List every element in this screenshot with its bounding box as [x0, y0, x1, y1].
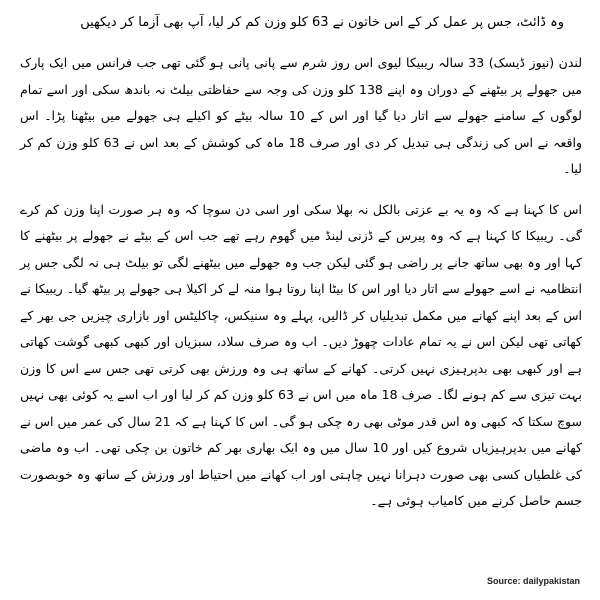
article: [20, 12, 582, 529]
article-paragraph-2: اس کا کہنا ہے کہ وہ یہ بے عزتی بالکل نہ بھلا سکی اور اسی دن سوچا کہ وہ ہر صورت اپنا وزن کم کرے گی۔ ریبیکا کا کہنا ہے کہ وہ پیرس کے ڈزنی لینڈ میں گھوم رہے تھے جب اس کے بیٹے نے جھولے پر بیٹھنے کا کہا اور وہ بھی ساتھ جانے پر راضی ہو گئی لیکن جب وہ جھولے میں بیٹھنے لگی تو بیلٹ ہی نہ لگی جس پر انتظامیہ نے اسے جھولے سے اتار دیا اور اس کا بیٹا اپنا روتا ہوا منہ لے کر اکیلا ہی جھولے پر بیٹھ گیا۔ ریبیکا نے اس کے بعد اپنے کھانے میں مکمل تبدیلیاں کر ڈالیں، پہلے وہ سنیکس، چاکلیٹس اور بازاری چیزیں جی بھر کے کھاتی تھی لیکن اس نے یہ تمام عادات چھوڑ دیں۔ اب وہ صرف سلاد، سبزیاں اور کبھی کبھی گوشت کھاتی ہے اور کبھی بھی بدپرہیزی نہیں کرتی۔ کھانے کے ساتھ ہی وہ ورزش بھی کرتی تھی جس سے اس کا وزن بہت تیزی سے کم ہونے لگا۔ صرف 18 ماہ میں اس نے 63 کلو وزن کم کر لیا اور اب اسے یہ کوئی بھی نہیں سوچ سکتا کہ کبھی وہ اس قدر موٹی بھی رہ چکی ہو گی۔ اس کا کہنا ہے کہ 21 سال کی عمر میں اس نے کھانے میں بدپرہیزیاں شروع کیں اور 10 سال میں وہ ایک بھاری بھر کم خاتون بن چکی تھی۔ اب وہ ماضی کی غلطیاں کسی بھی صورت دہرانا نہیں چاہتی اور اب کھانے میں احتیاط اور ورزش کے ساتھ وہ خوبصورت جسم حاصل کرنے میں کامیاب ہوئی ہے۔: [20, 201, 582, 508]
article-paragraph-1: لندن (نیوز ڈیسک) 33 سالہ ریبیکا لیوی اس روز شرم سے پانی پانی ہو گئی تھی جب فرانس میں ایک پارک میں جھولے پر بیٹھنے کے دوران وہ اپنے 138 کلو وزن کی وجہ سے حفاظتی بیلٹ نہ باندھ سکی اور اسے تمام لوگوں کے سامنے جھولے سے اتار دیا گیا اور اس کے 10 سالہ بیٹے کو اکیلے ہی جھولے میں بیٹھنا پڑا۔ اس واقعہ نے اس کی زندگی ہی تبدیل کر دی اور صرف 18 ماہ کی کوشش کے بعد اس نے 63 کلو وزن کم کر لیا۔: [20, 55, 583, 176]
source-credit: Source: dailypakistan: [486, 576, 580, 586]
article-headline: وہ ڈائٹ، جس پر عمل کر کے اس خاتون نے 63 کلو وزن کم کر لیا، آپ بھی آزما کر دیکھیں: [80, 15, 564, 30]
